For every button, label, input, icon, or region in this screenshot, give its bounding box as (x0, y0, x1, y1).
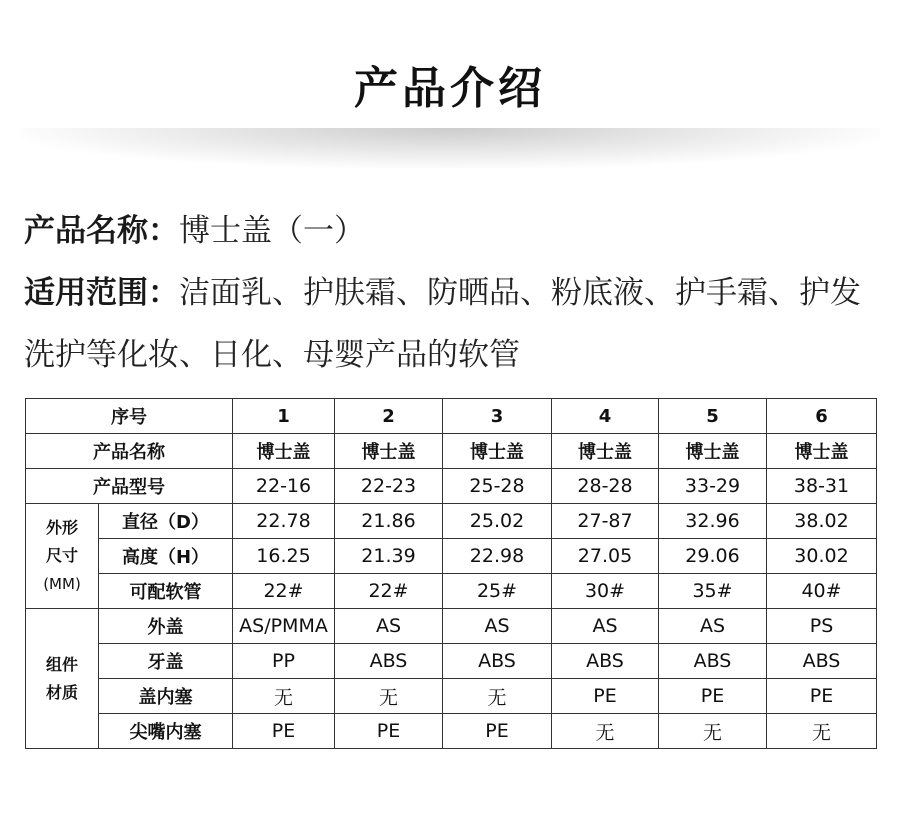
table-cell: PE (233, 714, 335, 749)
table-cell: 博士盖 (659, 434, 767, 469)
size-group-label (26, 504, 99, 609)
table-cell: 博士盖 (233, 434, 335, 469)
table-cell: PE (659, 679, 767, 714)
table-cell: 无 (552, 714, 659, 749)
height-row (26, 539, 877, 574)
table-cell: 博士盖 (443, 434, 552, 469)
table-cell: 27-87 (552, 504, 659, 539)
diameter-row (26, 504, 877, 539)
product-name-row (26, 434, 877, 469)
table-cell: AS (443, 609, 552, 644)
table-cell: 22.98 (443, 539, 552, 574)
table-cell: 22# (233, 574, 335, 609)
table-cell: PE (335, 714, 443, 749)
spec-table (25, 398, 877, 749)
row-label-cell: 尖嘴内塞 (99, 714, 233, 749)
table-cell: ABS (659, 644, 767, 679)
table-cell: PE (443, 714, 552, 749)
tooth-cap-row (26, 644, 877, 679)
table-cell: PE (552, 679, 659, 714)
table-cell: 无 (335, 679, 443, 714)
column-number-cell: 1 (233, 399, 335, 434)
table-cell: 32.96 (659, 504, 767, 539)
size-group-unit: (MM) (43, 575, 81, 593)
table-cell: PE (767, 679, 877, 714)
table-cell: 21.86 (335, 504, 443, 539)
table-cell: 25-28 (443, 469, 552, 504)
table-cell: 22.78 (233, 504, 335, 539)
table-cell: ABS (443, 644, 552, 679)
table-cell: ABS (767, 644, 877, 679)
table-cell: 25# (443, 574, 552, 609)
column-number-cell: 3 (443, 399, 552, 434)
row-label-cell: 产品名称 (26, 434, 233, 469)
table-cell: 29.06 (659, 539, 767, 574)
table-cell: 25.02 (443, 504, 552, 539)
column-number-cell: 4 (552, 399, 659, 434)
row-label-cell: 盖内塞 (99, 679, 233, 714)
product-model-row (26, 469, 877, 504)
table-cell: AS (659, 609, 767, 644)
compatible-tube-row (26, 574, 877, 609)
product-name-value: 博士盖（一） (179, 213, 365, 249)
table-cell: 22-23 (335, 469, 443, 504)
tip-plug-row (26, 714, 877, 749)
material-group-label (26, 609, 99, 749)
table-cell: 28-28 (552, 469, 659, 504)
material-group-label-line1: 组件 (45, 654, 78, 674)
table-cell: 21.39 (335, 539, 443, 574)
table-cell: 无 (233, 679, 335, 714)
row-label-cell: 牙盖 (99, 644, 233, 679)
row-label-cell: 外盖 (99, 609, 233, 644)
table-cell: ABS (335, 644, 443, 679)
row-label-cell: 直径（D） (99, 504, 233, 539)
product-name-label: 产品名称： (24, 213, 179, 249)
table-cell: 40# (767, 574, 877, 609)
column-number-cell: 6 (767, 399, 877, 434)
table-cell: ABS (552, 644, 659, 679)
page-title: 产品介绍 (354, 63, 546, 114)
application-scope-line (24, 262, 884, 386)
header-label-cell: 序号 (26, 399, 233, 434)
table-cell: 38-31 (767, 469, 877, 504)
table-cell: PS (767, 609, 877, 644)
table-cell: 博士盖 (552, 434, 659, 469)
table-cell: 16.25 (233, 539, 335, 574)
row-label-cell: 产品型号 (26, 469, 233, 504)
table-cell: PP (233, 644, 335, 679)
table-cell: 22# (335, 574, 443, 609)
table-cell: AS (552, 609, 659, 644)
column-number-cell: 5 (659, 399, 767, 434)
title-divider-shadow (20, 128, 880, 168)
table-cell: 30.02 (767, 539, 877, 574)
table-cell: AS/PMMA (233, 609, 335, 644)
size-group-label-line2: 尺寸 (45, 546, 78, 565)
table-cell: 38.02 (767, 504, 877, 539)
cap-plug-row (26, 679, 877, 714)
row-label-cell: 高度（H） (99, 539, 233, 574)
table-cell: 博士盖 (767, 434, 877, 469)
product-name-line (24, 200, 884, 262)
table-cell: 无 (767, 714, 877, 749)
application-scope-label: 适用范围： (24, 275, 179, 311)
size-group-label-line1: 外形 (45, 518, 78, 537)
material-group-label-line2: 材质 (45, 682, 78, 702)
table-cell: 33-29 (659, 469, 767, 504)
table-cell: AS (335, 609, 443, 644)
table-cell: 博士盖 (335, 434, 443, 469)
table-cell: 22-16 (233, 469, 335, 504)
application-scope-value: 洁面乳、护肤霜、防晒品、粉底液、护手霜、护发洗护等化妆、日化、母婴产品的软管 (24, 275, 861, 373)
table-cell: 无 (443, 679, 552, 714)
column-number-cell: 2 (335, 399, 443, 434)
table-cell: 无 (659, 714, 767, 749)
table-cell: 27.05 (552, 539, 659, 574)
outer-cap-row (26, 609, 877, 644)
table-cell: 30# (552, 574, 659, 609)
header-row (26, 399, 877, 434)
table-cell: 35# (659, 574, 767, 609)
row-label-cell: 可配软管 (99, 574, 233, 609)
